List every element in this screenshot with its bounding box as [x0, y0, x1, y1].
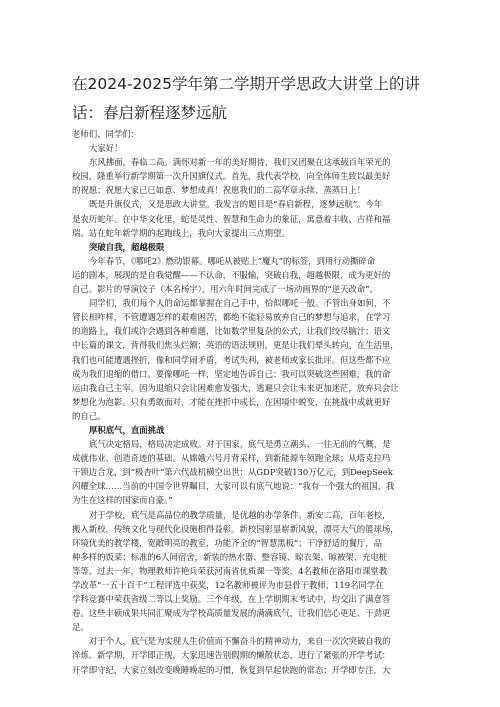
paragraph-line: 同学们，我们每个人的命运都掌握在自己手中，恰似哪吒一般。不管出身如何，不: [89, 298, 391, 309]
paragraph-line: 足。: [72, 622, 89, 633]
paragraph-line: 成为我们退缩的借口。要像哪吒一样，坚定地告诉自己：我可以突破这些困难，我的命: [72, 368, 391, 379]
paragraph-line: 为生在这样的国家而自豪。”: [72, 495, 173, 506]
paragraph-line: 我们也可能遭遇挫折，像和同学闹矛盾，考试失利，被老师或家长批评。但这些都不应: [72, 354, 391, 365]
paragraph-line: 是农历蛇年。在中华文化里，蛇是灵性、智慧和生命力的象征，寓意着丰收、吉祥和福: [72, 213, 391, 224]
paragraph-line: 梦想化为泡影。只有勇敢面对，才能在挫折中成长，在困境中蜕变，在挑战中成就更好: [72, 396, 391, 407]
paragraph-line: 既是升旗仪式，又是思政大讲堂。我发言的题目是“春启新程，逐梦远航”。今年: [89, 199, 383, 210]
paragraph-line: 东风拂面，春临二高。满怀对新一年的美好期待，我们又团聚在这承载百年荣光的: [89, 157, 391, 168]
paragraph-line: 环境优美的教学楼，宽敞明亮的教室，功能齐全的“智慧黑板”；干净舒适的餐厅，品: [72, 537, 383, 548]
paragraph-line: 成就伟业、创造奇迹的基础。从嫦娥六号月背采样，到新能源车领跑全球；从塔克拉玛: [72, 453, 391, 464]
paragraph-line: 对于学校，底气是高品位的教学质量，是优越的办学条件。新安二高，百年老校，: [89, 509, 391, 520]
paragraph-line: 底气决定格局，格局决定成败。对于国家，底气是勇立潮头、一往无前的气概，是: [89, 439, 391, 450]
paragraph-line: 搬入新校，传统文化与现代化设施相得益彰。新校园彰显崭新风貌，漂亮大气的篮球场，: [72, 523, 399, 534]
paragraph-line: 的自己。: [72, 410, 106, 421]
paragraph-line: 淬炼。新学期，开学即正规，大家迅速告别假期的懒散状态，进行了紧张的开学考试：: [72, 650, 391, 661]
paragraph-line: 校园，隆重举行新学期第一次升国旗仪式。首先，我代表学校，向全体师生致以最美好: [72, 171, 391, 182]
section-heading: 突破自我，超越极限: [89, 241, 165, 252]
paragraph-line: 卷。这些丰硕成果共同汇聚成为学校高质量发展的满满底气，让我们信心更足、干劲更: [72, 608, 391, 619]
paragraph-line: 运由我自己主宰。因为退缩只会让困难愈发强大，逃避只会让未来更加迷茫，放弃只会让: [72, 382, 399, 393]
paragraph-line: 中长篇的课文，背得我们焦头烂额；英语的语法规则，更是让我们晕头转向。在生活里，: [72, 340, 399, 351]
paragraph-line: 闪耀全球……当前的中国令世界瞩目，大家可以有底气地说：“我有一个强大的祖国，我: [72, 481, 395, 492]
paragraph-line: 等等。过去一年，物理教师许艳兵荣获河南省优质课一等奖，4名教师在洛阳市课堂教: [72, 565, 388, 576]
paragraph-line: 运的剧本，展现的是自我觉醒——不认命，不服输，突破自我，超越极限，成为更好的: [72, 269, 391, 280]
title-line-2: 话：春启新程逐梦远航: [72, 104, 228, 122]
paragraph-line: 种多样的饭菜；标准的6人间宿舍，新装的热水器、整容镜、晾衣架、晾被架、充电桩: [72, 551, 388, 562]
paragraph-line: 学改革“一五十百千”工程评选中获奖，12名教师被评为市县骨干教师，119名同学在: [72, 580, 384, 590]
section-heading: 厚积底气，直面挑战: [89, 424, 165, 435]
paragraph-line: 大家好！: [89, 143, 123, 154]
paragraph-line: 对于个人，底气是为实现人生价值而不懈奋斗的精神动力，来自一次次突破自我的: [89, 636, 391, 647]
paragraph-line: 管长相咋样，不管遭遇怎样的艰难困苦，都绝不能轻易放弃自己的梦想与追求，在学习: [72, 312, 391, 323]
paragraph-line: 今年春节，《哪吒2》燃动银幕。哪吒从被贴上“魔丸”的标签，到用行动撕碎命: [89, 255, 376, 266]
paragraph-line: 老师们、同学们：: [72, 129, 139, 139]
paragraph-line: 的祝愿：祝愿大家已巳如意、梦想成真！祝愿我们的二高华章永续、蒸蒸日上！: [72, 185, 366, 196]
document-title: [72, 70, 432, 128]
document-body: [72, 127, 432, 677]
paragraph-line: 自己。影片的导演饺子（本名杨宇），用六年时间完成了一场动画界的“逆天改命”。: [72, 284, 378, 295]
paragraph-line: 瑞。站在蛇年新学期的起跑线上，我向大家提出三点期望。: [72, 227, 290, 238]
title-line-1: 在2024-2025学年第二学期开学思政大讲堂上的讲: [72, 75, 420, 93]
paragraph-line: 干锁边合龙，到“极杏叶”第六代战机横空出世；从GDP突破130万亿元，到DeepSeek: [72, 467, 393, 478]
paragraph-line: 的道路上，我们或许会遇到各种难题，比如数学里复杂的公式，让我们绞尽脑汁；语文: [72, 326, 391, 337]
paragraph-line: 学科竞赛中荣获省级二等以上奖励。三个年级，在上学期期末考试中，均交出了满意答: [72, 594, 391, 605]
paragraph-line: 开学即守纪，大家立刻改变晚睡晚起的习惯，恢复到早起快跑的常态；开学即专注，大: [72, 664, 391, 675]
